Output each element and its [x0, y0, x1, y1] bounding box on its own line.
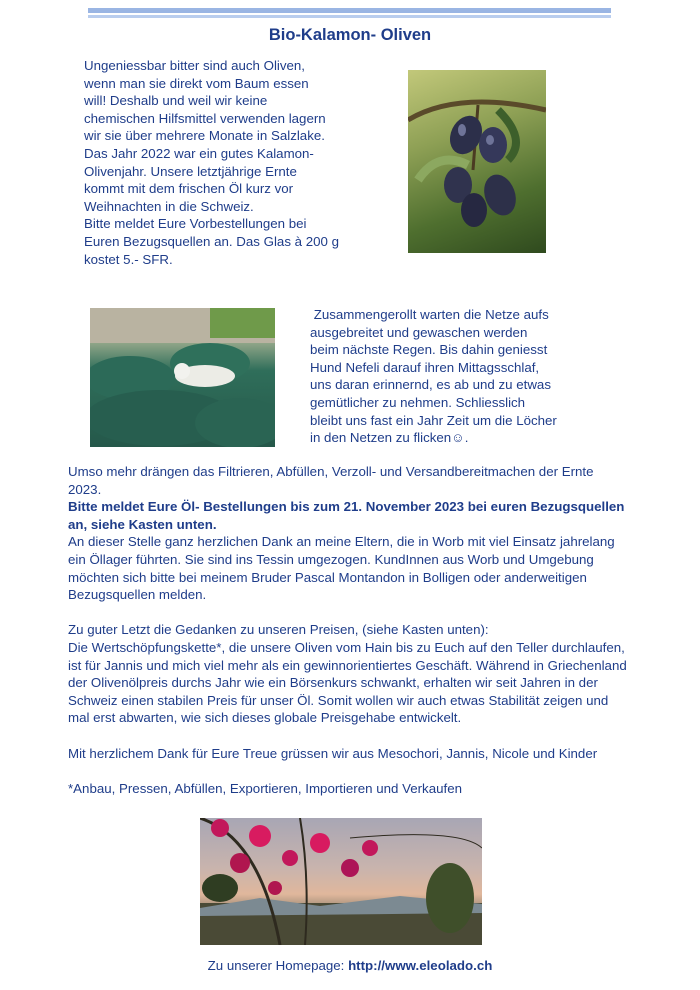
- top-rule-secondary: [88, 15, 611, 18]
- greeting-paragraph: Mit herzlichem Dank für Eure Treue grüssen wir aus Mesochori, Jannis, Nicole und Kinder: [68, 745, 598, 761]
- bougainvillea-photo: [200, 818, 482, 945]
- flowers-illustration: [200, 818, 482, 945]
- nets-photo: [90, 308, 275, 447]
- prices-heading: Zu guter Letzt die Gedanken zu unseren Preisen, (siehe Kasten unten):: [68, 622, 489, 638]
- intro-line: kommt mit dem frischen Öl kurz vor: [84, 181, 294, 197]
- intro-line: kostet 5.- SFR.: [84, 251, 173, 267]
- olives-illustration: [408, 70, 546, 253]
- intro-line: Euren Bezugsquellen an. Das Glas à 200 g: [84, 233, 340, 249]
- caption-line: gemütlicher zu nehmen. Schliesslich: [310, 394, 526, 410]
- footnote: *Anbau, Pressen, Abfüllen, Exportieren, Importieren und Verkaufen: [68, 780, 462, 796]
- main-text: [68, 463, 628, 797]
- homepage-footer: [0, 958, 700, 973]
- intro-line: wir sie über mehrere Monate in Salzlake.: [84, 128, 325, 144]
- intro-line: Weihnachten in die Schweiz.: [84, 198, 254, 214]
- nets-caption: [310, 306, 570, 447]
- top-rule: [88, 8, 611, 13]
- intro-line: Das Jahr 2022 war ein gutes Kalamon-: [84, 145, 314, 161]
- prices-paragraph: Die Wertschöpfungskette*, die unsere Oliven vom Hain bis zu Euch auf den Teller durchlaufen, ist für Jannis und mich viel mehr als ein gewinnorientiertes Geschäft. Während in Griechenland der Olivenölpreis durchs Jahr wie ein Börsenkurs schwankt, erhalten wir seit Jahren in der Schweiz einen stabilen Preis für unser Öl. Somit wollen wir auch etwas Stabilität zeigen und mal erst abwarten, wie sich dieses globale Preisgehabe entwickelt.: [68, 639, 627, 726]
- filter-paragraph: Umso mehr drängen das Filtrieren, Abfüllen, Verzoll- und Versandbereitmachen der Ernte 2023.: [68, 464, 594, 497]
- caption-line: Zusammengerollt warten die Netze aufs: [310, 307, 549, 322]
- olives-photo: [408, 70, 546, 253]
- intro-line: chemischen Hilfsmittel verwenden lagern: [84, 110, 326, 126]
- caption-line: in den Netzen zu flicken☺.: [310, 430, 469, 446]
- caption-line: ausgebreitet und gewaschen werden: [310, 324, 528, 340]
- nets-illustration: [90, 308, 275, 447]
- intro-line: Bitte meldet Eure Vorbestellungen bei: [84, 216, 307, 232]
- intro-paragraph: [84, 57, 384, 268]
- caption-line: uns daran erinnernd, es ab und zu etwas: [310, 377, 551, 393]
- caption-line: beim nächste Regen. Bis dahin geniesst: [310, 342, 548, 358]
- homepage-link[interactable]: http://www.eleolado.ch: [348, 958, 493, 973]
- thanks-parents-paragraph: An dieser Stelle ganz herzlichen Dank an meine Eltern, die in Worb mit viel Einsatz jahrelang ein Öllager führten. Sie sind ins Tessin umgezogen. KundInnen aus Worb und Umgebung möchten sich bitte bei meinem Bruder Pascal Montandon in Bolligen oder anderweitigen Bezugsquellen melden.: [68, 534, 615, 603]
- caption-line: Hund Nefeli darauf ihren Mittagsschlaf,: [310, 359, 540, 375]
- order-deadline-paragraph: Bitte meldet Eure Öl- Bestellungen bis zum 21. November 2023 bei euren Bezugsquellen an, siehe Kasten unten.: [68, 499, 625, 532]
- intro-line: Olivenjahr. Unsere letztjährige Ernte: [84, 163, 297, 179]
- intro-line: Ungeniessbar bitter sind auch Oliven,: [84, 58, 305, 73]
- page-title: Bio-Kalamon- Oliven: [268, 26, 432, 44]
- intro-line: will! Deshalb und weil wir keine: [84, 93, 268, 109]
- intro-line: wenn man sie direkt vom Baum essen: [84, 75, 309, 91]
- homepage-label: Zu unserer Homepage:: [207, 958, 349, 973]
- caption-line: bleibt uns fast ein Jahr Zeit um die Löcher: [310, 412, 557, 428]
